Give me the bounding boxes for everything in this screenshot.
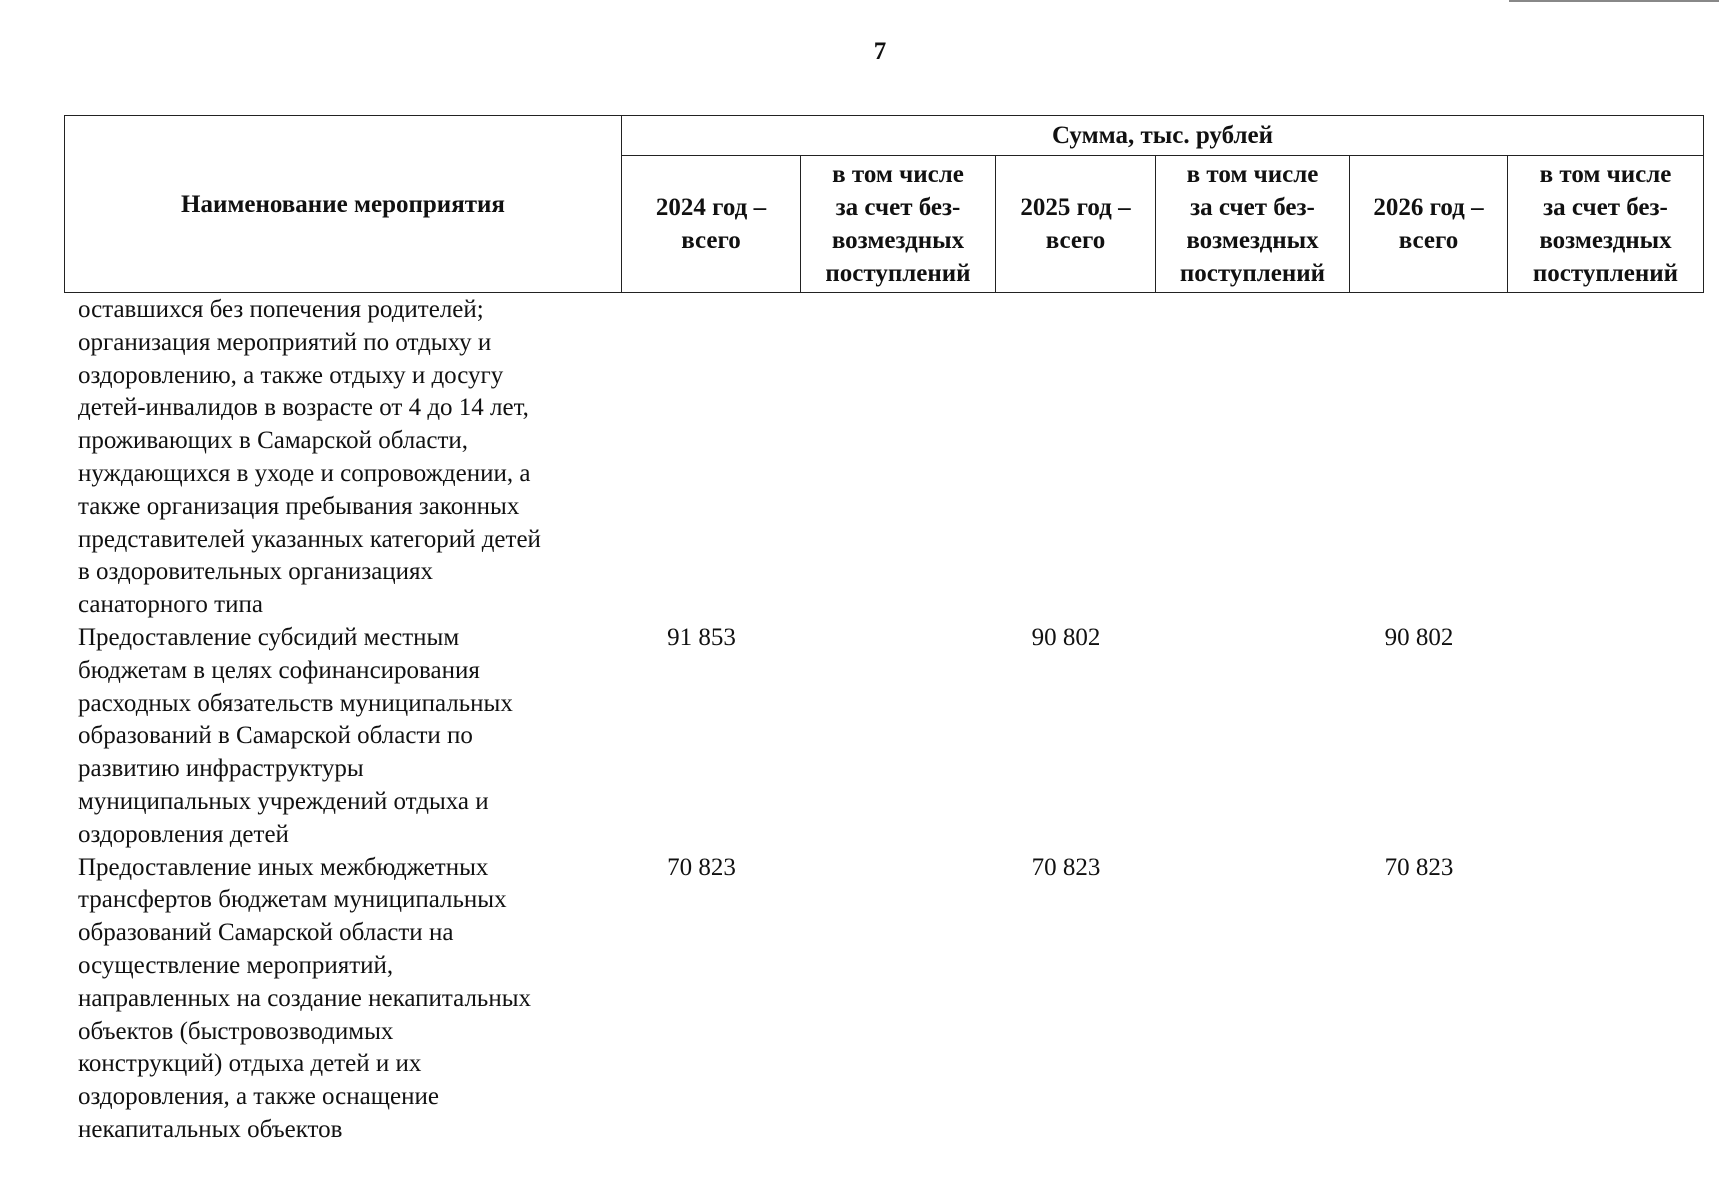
scan-edge-line	[1509, 0, 1719, 2]
row-2026-total: 90 802	[1384, 623, 1454, 651]
row-2025-incl	[1146, 852, 1340, 1147]
table-row	[64, 294, 1700, 622]
header-2025-total: 2025 год – всего	[996, 156, 1156, 293]
row-2026-incl	[1498, 622, 1694, 852]
header-2024-incl: в том числе за счет без- возмездных поступлений	[801, 156, 996, 293]
header-sum-group: Сумма, тыс. рублей	[622, 116, 1704, 156]
row-2025-incl	[1146, 622, 1340, 852]
row-2026-total: 70 823	[1384, 853, 1454, 881]
row-2026-incl	[1498, 294, 1694, 622]
row-2025-total: 70 823	[1031, 853, 1101, 881]
table-body	[64, 294, 1700, 1147]
header-2026-incl: в том числе за счет без- возмездных поступлений	[1508, 156, 1704, 293]
row-2024-total: 70 823	[667, 853, 736, 881]
row-2024-incl	[791, 294, 986, 622]
row-2024-total	[612, 294, 791, 622]
row-name: оставшихся без попечения родителей; организация мероприятий по отдыху и оздоровлению, а также отдыху и досугу детей-инвалидов в возрасте от 4 до 14 лет, проживающих в Самарской области, нуждающихся в уходе и сопровождении, а также организация пребывания законных представителей указанных категорий детей в оздоровительных организациях санаторного типа	[78, 296, 541, 619]
row-2025-total: 90 802	[1031, 623, 1101, 651]
row-2026-incl	[1498, 852, 1694, 1147]
table-header	[64, 115, 1704, 293]
header-2024-total: 2024 год – всего	[622, 156, 801, 293]
row-2024-incl	[791, 622, 986, 852]
page-number: 7	[873, 38, 887, 65]
table-row	[64, 852, 1700, 1147]
header-2026-total: 2026 год – всего	[1350, 156, 1508, 293]
row-2025-total	[986, 294, 1146, 622]
row-2025-incl	[1146, 294, 1340, 622]
table-row	[64, 622, 1700, 852]
row-name: Предоставление иных межбюджетных трансфертов бюджетам муниципальных образований Самарской области на осуществление мероприятий, направленных на создание некапитальных объектов (быстровозводимых конструкций) отдыха детей и их оздоровления, а также оснащение некапитальных объектов	[78, 853, 532, 1143]
row-name: Предоставление субсидий местным бюджетам в целях софинансирования расходных обязательств муниципальных образований в Самарской области по развитию инфраструктуры муниципальных учреждений отдыха и оздоровления детей	[78, 623, 513, 848]
header-2025-incl: в том числе за счет без- возмездных поступлений	[1156, 156, 1350, 293]
row-2024-total: 91 853	[667, 623, 736, 651]
header-name-column: Наименование мероприятия	[65, 116, 622, 293]
row-2026-total	[1340, 294, 1498, 622]
row-2024-incl	[791, 852, 986, 1147]
